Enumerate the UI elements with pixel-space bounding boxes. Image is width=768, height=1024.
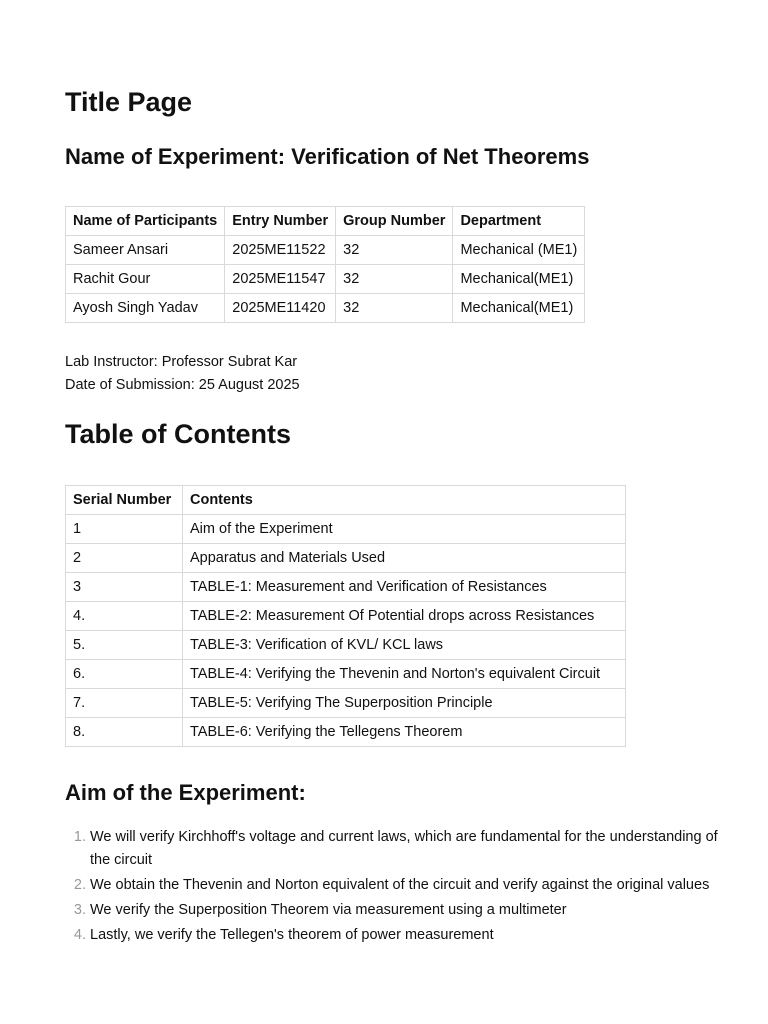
toc-heading: Table of Contents [65,419,291,449]
table-row [66,294,585,323]
participant-group-number: 32 [336,236,453,265]
lab-instructor-line: Lab Instructor: Professor Subrat Kar [65,354,298,370]
header-department: Department [453,207,585,236]
table-header-row [66,486,626,515]
participant-entry-number: 2025ME11547 [225,265,336,294]
toc-serial: 8. [66,718,183,747]
toc-serial: 4. [66,602,183,631]
header-group-number: Group Number [336,207,453,236]
table-row [66,515,626,544]
toc-content: Apparatus and Materials Used [183,544,626,573]
participant-department: Mechanical (ME1) [453,236,585,265]
title-page-heading: Title Page [65,87,193,117]
toc-serial: 5. [66,631,183,660]
header-contents: Contents [183,486,626,515]
list-item: 3. We verify the Superposition Theorem via measurement using a multimeter [90,899,720,922]
table-row [66,602,626,631]
toc-content: TABLE-3: Verification of KVL/ KCL laws [183,631,626,660]
participant-entry-number: 2025ME11522 [225,236,336,265]
participant-group-number: 32 [336,294,453,323]
participant-entry-number: 2025ME11420 [225,294,336,323]
participant-name: Ayosh Singh Yadav [66,294,225,323]
table-header-row [66,207,585,236]
list-item: 1. We will verify Kirchhoff's voltage and current laws, which are fundamental for the understanding of the circuit [90,826,720,872]
toc-content: TABLE-4: Verifying the Thevenin and Norton's equivalent Circuit [183,660,626,689]
toc-content: TABLE-2: Measurement Of Potential drops across Resistances [183,602,626,631]
toc-table [65,485,626,747]
toc-serial: 3 [66,573,183,602]
participant-department: Mechanical(ME1) [453,294,585,323]
aim-heading: Aim of the Experiment: [65,780,306,805]
table-row [66,689,626,718]
table-row [66,718,626,747]
participant-name: Rachit Gour [66,265,225,294]
participants-table [65,206,585,323]
list-item: 4. Lastly, we verify the Tellegen's theorem of power measurement [90,924,720,947]
toc-content: Aim of the Experiment [183,515,626,544]
list-item: 2. We obtain the Thevenin and Norton equivalent of the circuit and verify against the original values [90,874,720,897]
toc-serial: 1 [66,515,183,544]
header-name-of-participants: Name of Participants [66,207,225,236]
toc-content: TABLE-6: Verifying the Tellegens Theorem [183,718,626,747]
table-row [66,265,585,294]
table-row [66,544,626,573]
table-row [66,573,626,602]
participant-group-number: 32 [336,265,453,294]
aim-list [65,826,720,949]
participant-department: Mechanical(ME1) [453,265,585,294]
experiment-name-heading: Name of Experiment: Verification of Net Theorems [65,144,590,169]
date-of-submission-line: Date of Submission: 25 August 2025 [65,376,300,393]
table-row [66,660,626,689]
toc-serial: 6. [66,660,183,689]
participant-name: Sameer Ansari [66,236,225,265]
header-entry-number: Entry Number [225,207,336,236]
toc-serial: 7. [66,689,183,718]
header-serial-number: Serial Number [66,486,183,515]
toc-serial: 2 [66,544,183,573]
toc-content: TABLE-5: Verifying The Superposition Principle [183,689,626,718]
toc-content: TABLE-1: Measurement and Verification of Resistances [183,573,626,602]
submission-info [65,351,300,396]
table-row [66,236,585,265]
table-row [66,631,626,660]
